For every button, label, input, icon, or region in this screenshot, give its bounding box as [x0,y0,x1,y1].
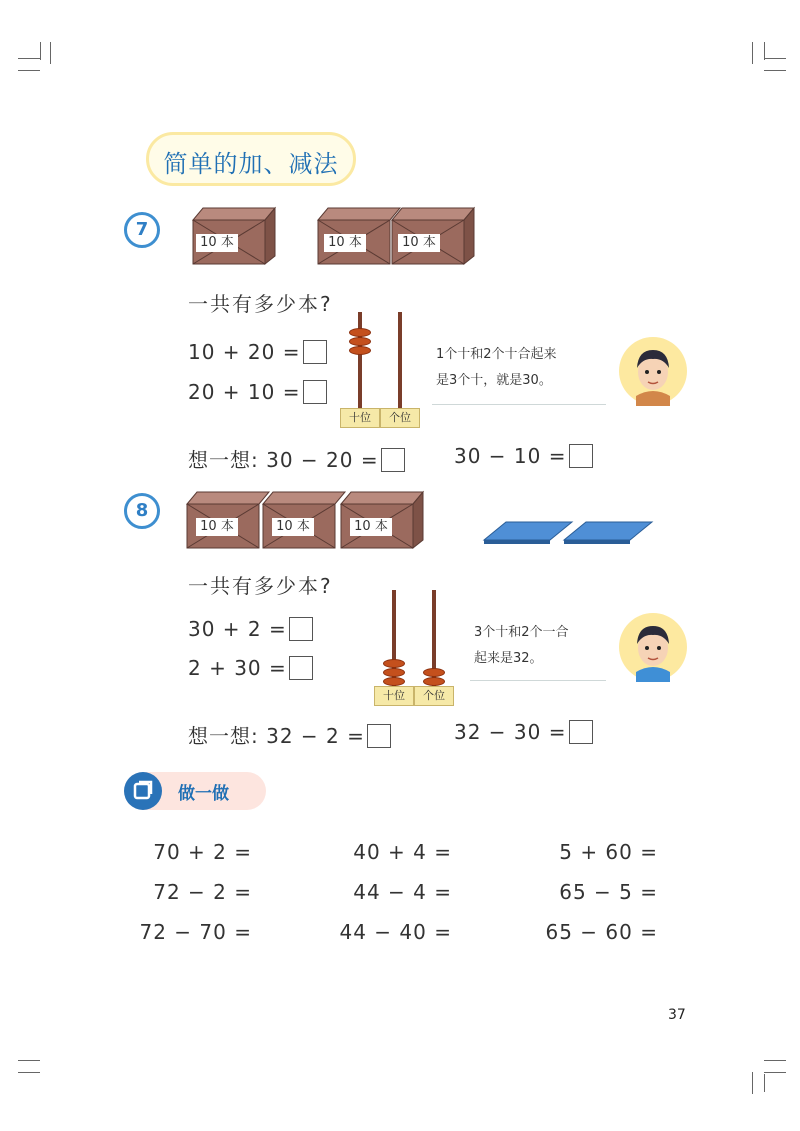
equation-text: 20 + 10 = [188,380,301,404]
crop-mark [764,58,786,59]
think-row-7 [188,444,405,474]
think-row-8 [188,720,391,750]
box-label: 10 本 [350,518,392,536]
practice-eq: 65 − 5 = [559,880,658,904]
practice-eq: 44 − 4 = [353,880,452,904]
abacus-bead [349,346,371,355]
equation-text: 30 − 20 = [266,448,379,472]
abacus-rod-tens [358,312,362,408]
equation-8a [188,617,313,643]
equation-text: 30 + 2 = [188,617,287,641]
bubble-line: 起来是32。 [474,651,543,666]
bubble-line: 1个十和2个十合起来 [436,347,557,362]
loose-books [482,516,658,550]
place-value-label: 十位 [340,408,380,428]
place-value-label: 个位 [380,408,420,428]
practice-icon [124,772,162,810]
crop-mark [18,58,40,59]
section-title-text: 简单的加、减法 [163,150,339,178]
speech-bubble-7 [432,342,606,405]
bubble-line: 3个十和2个一合 [474,625,569,640]
equation-text: 10 + 20 = [188,340,301,364]
practice-eq: 5 + 60 = [559,840,658,864]
equation-text: 32 − 2 = [266,724,365,748]
box-label: 10 本 [272,518,314,536]
crop-mark [18,1060,40,1061]
answer-box[interactable] [569,444,593,468]
crop-mark [752,1072,753,1094]
answer-box[interactable] [303,380,327,404]
answer-box[interactable] [367,724,391,748]
answer-box[interactable] [381,448,405,472]
box-label: 10 本 [324,234,366,252]
equation-text: 2 + 30 = [188,656,287,680]
bubble-line: 是3个十，就是30。 [436,373,552,388]
think-row-7b [454,444,593,470]
box-label: 10 本 [398,234,440,252]
think-row-8b [454,720,593,746]
abacus-rod-ones [398,312,402,408]
answer-box[interactable] [289,617,313,641]
practice-eq: 72 − 70 = [139,920,252,944]
abacus-bead [423,668,445,677]
practice-eq: 40 + 4 = [353,840,452,864]
equation-7a [188,340,327,366]
equation-text: 32 − 30 = [454,720,567,744]
answer-box[interactable] [289,656,313,680]
abacus-bead [423,677,445,686]
practice-label: 做一做 [178,784,229,804]
section-title [146,132,356,186]
place-value-label: 个位 [414,686,454,706]
abacus-bead [383,677,405,686]
abacus-8 [374,590,454,706]
example-number-7: 7 [124,212,160,248]
crop-mark [764,1074,765,1092]
equation-8b [188,656,313,682]
abacus-bead [383,659,405,668]
boy-avatar [618,336,688,406]
crop-mark [18,1072,40,1073]
example-number-8: 8 [124,493,160,529]
think-label: 想一想: [188,724,259,748]
page-number: 37 [668,1007,686,1023]
abacus-7 [340,312,420,428]
practice-header [124,772,266,810]
crop-mark [50,42,51,64]
abacus-bead [349,328,371,337]
crop-mark [18,70,40,71]
equation-7b [188,380,327,406]
practice-eq: 44 − 40 = [339,920,452,944]
answer-box[interactable] [569,720,593,744]
crop-mark [764,1072,786,1073]
practice-eq: 72 − 2 = [153,880,252,904]
equation-text: 30 − 10 = [454,444,567,468]
crop-mark [40,42,41,60]
question-7: 一共有多少本? [188,292,333,316]
place-value-label: 十位 [374,686,414,706]
box-label: 10 本 [196,518,238,536]
crop-mark [764,1060,786,1061]
crop-mark [752,42,753,64]
think-label: 想一想: [188,448,259,472]
practice-eq: 70 + 2 = [153,840,252,864]
abacus-bead [383,668,405,677]
crop-mark [764,70,786,71]
abacus-bead [349,337,371,346]
practice-eq: 65 − 60 = [545,920,658,944]
speech-bubble-8 [470,620,606,681]
box-label: 10 本 [196,234,238,252]
boy-avatar [618,612,688,682]
question-8: 一共有多少本? [188,574,333,598]
answer-box[interactable] [303,340,327,364]
